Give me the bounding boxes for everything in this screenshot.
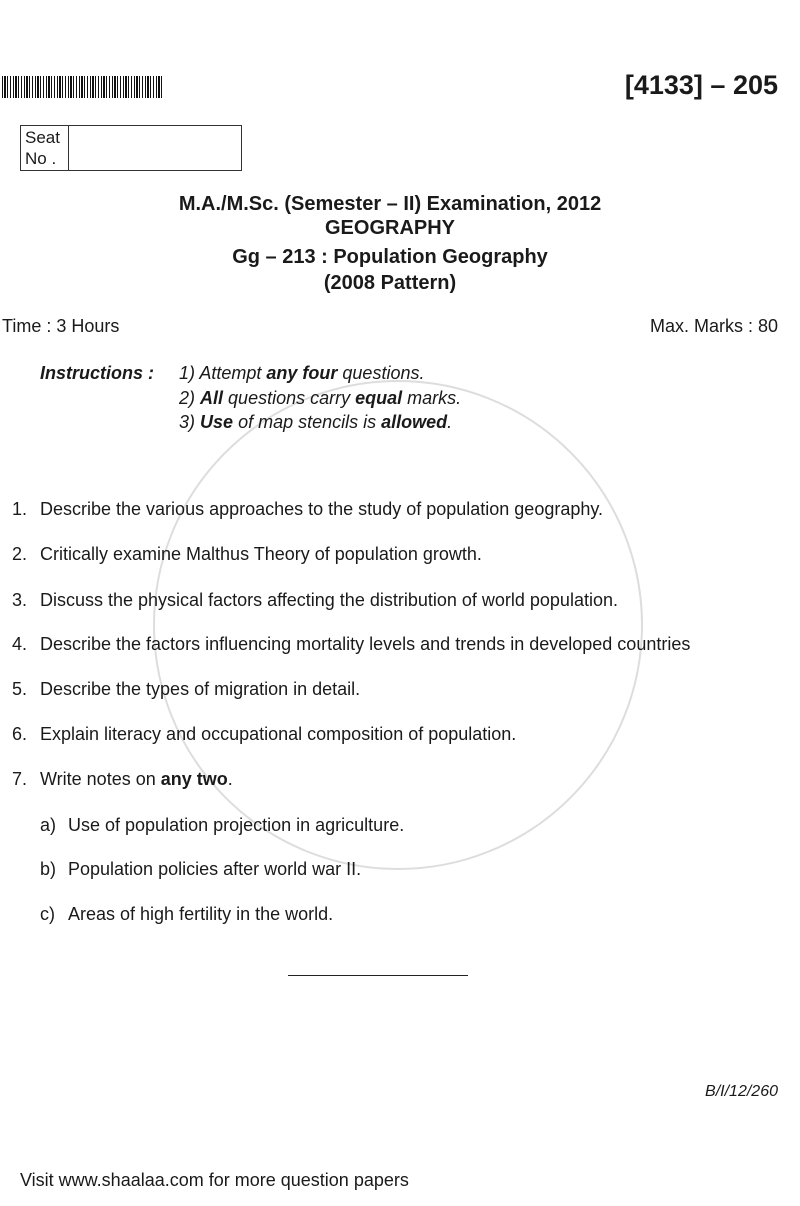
watermark-circle bbox=[153, 380, 643, 870]
question-3: 3. Discuss the physical factors affecting the distribution of world population. bbox=[12, 590, 618, 610]
question-4: 4. Describe the factors influencing mortality levels and trends in developed countries bbox=[12, 634, 691, 654]
barcode bbox=[2, 76, 162, 98]
instructions-label: Instructions : bbox=[40, 363, 155, 383]
question-2: 2. Critically examine Malthus Theory of population growth. bbox=[12, 544, 482, 564]
visit-link[interactable]: Visit www.shaalaa.com for more question papers bbox=[20, 1170, 409, 1190]
seat-label-line2: No . bbox=[25, 149, 57, 168]
reference-code: B/I/12/260 bbox=[705, 1083, 778, 1100]
end-rule bbox=[288, 975, 468, 976]
question-1: 1. Describe the various approaches to the study of population geography. bbox=[12, 499, 604, 519]
seat-label-line1: Seat bbox=[25, 128, 60, 147]
instruction-item: 2) All questions carry equal marks. bbox=[179, 387, 462, 408]
seat-number-box[interactable] bbox=[20, 125, 242, 171]
subpart-a: a) Use of population projection in agriculture. bbox=[40, 815, 405, 835]
time: Time : 3 Hours bbox=[2, 316, 120, 336]
instruction-item: 1) Attempt any four questions. bbox=[179, 363, 425, 383]
question-7: 7. Write notes on any two. bbox=[12, 769, 233, 789]
paper-title: Gg – 213 : Population Geography bbox=[232, 246, 548, 268]
question-6: 6. Explain literacy and occupational composition of population. bbox=[12, 724, 517, 744]
instruction-item: 3) Use of map stencils is allowed. bbox=[179, 412, 453, 432]
seat-label bbox=[21, 126, 69, 170]
subpart-b: b) Population policies after world war II. bbox=[40, 859, 362, 879]
pattern: (2008 Pattern) bbox=[323, 272, 457, 294]
exam-title: M.A./M.Sc. (Semester – II) Examination, 2012 bbox=[178, 193, 602, 215]
max-marks: Max. Marks : 80 bbox=[649, 316, 778, 336]
subject-title: GEOGRAPHY bbox=[324, 217, 456, 239]
paper-code: [4133] – 205 bbox=[624, 70, 778, 100]
instructions-list bbox=[179, 361, 461, 435]
subpart-c: c) Areas of high fertility in the world. bbox=[40, 904, 334, 924]
question-5: 5. Describe the types of migration in detail. bbox=[12, 679, 361, 699]
